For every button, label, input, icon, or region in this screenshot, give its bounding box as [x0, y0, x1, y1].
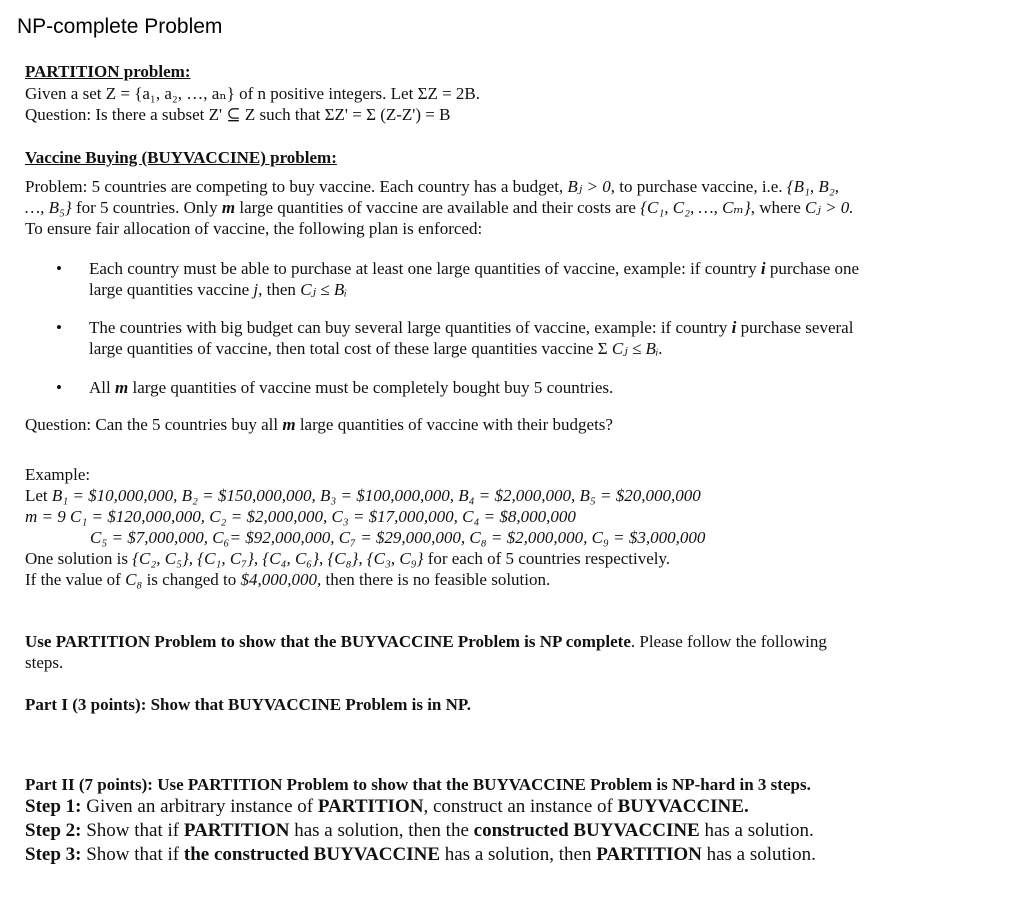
bullet-1: •	[56, 259, 62, 278]
partition-definition: Given a set Z = {a₁, a₂, …, aₙ} of n positive integers. Let ΣZ = 2B.	[25, 84, 481, 103]
vaccine-heading: Vaccine Buying (BUYVACCINE) problem:	[25, 148, 337, 167]
bullet-2: •	[56, 318, 62, 337]
bullet-2-line-1: The countries with big budget can buy several large quantities of vaccine, example: if country i purchase several	[89, 318, 854, 337]
task-instruction-line-1: Use PARTITION Problem to show that the BUYVACCINE Problem is NP complete. Please follow the following	[25, 632, 827, 651]
vaccine-problem-line-2: …, B₅} for 5 countries. Only m large quantities of vaccine are available and their costs are {C₁, C₂, …, Cₘ}, where Cⱼ > 0.	[25, 198, 854, 217]
page-title: NP-complete Problem	[17, 15, 223, 38]
example-budgets: Let B₁ = $10,000,000, B₂ = $150,000,000, B₃ = $100,000,000, B₄ = $2,000,000, B₅ = $20,000,000	[25, 486, 701, 505]
partition-question: Question: Is there a subset Z' ⊆ Z such that ΣZ' = Σ (Z-Z') = B	[25, 105, 451, 124]
example-heading: Example:	[25, 465, 91, 484]
vaccine-problem-line-1: Problem: 5 countries are competing to buy vaccine. Each country has a budget, Bⱼ > 0, to purchase vaccine, i.e. {B₁, B₂,	[25, 177, 839, 196]
bullet-1-line-1: Each country must be able to purchase at least one large quantities of vaccine, example: if country i purchase one	[89, 259, 860, 278]
partition-heading: PARTITION problem:	[25, 62, 191, 81]
part-2-heading: Part II (7 points): Use PARTITION Problem to show that the BUYVACCINE Problem is NP-hard in 3 steps.	[25, 775, 811, 794]
example-infeasible: If the value of C₈ is changed to $4,000,000, then there is no feasible solution.	[25, 570, 551, 589]
task-instruction-line-2: steps.	[25, 653, 64, 672]
vaccine-problem-line-3: To ensure fair allocation of vaccine, the following plan is enforced:	[25, 219, 483, 238]
step-1: Step 1: Given an arbitrary instance of PARTITION, construct an instance of BUYVACCINE.	[25, 796, 749, 817]
step-3: Step 3: Show that if the constructed BUYVACCINE has a solution, then PARTITION has a solution.	[25, 844, 816, 865]
bullet-2-line-2: large quantities of vaccine, then total cost of these large quantities vaccine Σ Cⱼ ≤ Bᵢ.	[89, 339, 663, 358]
example-solution: One solution is {C₂, C₅}, {C₁, C₇}, {C₄, C₆}, {C₈}, {C₃, C₉} for each of 5 countries respectively.	[25, 549, 671, 568]
example-costs-line-1: m = 9 C₁ = $120,000,000, C₂ = $2,000,000, C₃ = $17,000,000, C₄ = $8,000,000	[25, 507, 576, 526]
bullet-1-line-2: large quantities vaccine j, then Cⱼ ≤ Bᵢ	[89, 280, 347, 299]
step-2: Step 2: Show that if PARTITION has a solution, then the constructed BUYVACCINE has a solution.	[25, 820, 814, 841]
example-costs-line-2: C₅ = $7,000,000, C₆= $92,000,000, C₇ = $29,000,000, C₈ = $2,000,000, C₉ = $3,000,000	[90, 528, 706, 547]
bullet-3: •	[56, 378, 62, 397]
part-1: Part I (3 points): Show that BUYVACCINE Problem is in NP.	[25, 695, 471, 714]
bullet-3-line-1: All m large quantities of vaccine must be completely bought buy 5 countries.	[89, 378, 614, 397]
vaccine-question: Question: Can the 5 countries buy all m large quantities of vaccine with their budgets?	[25, 415, 613, 434]
